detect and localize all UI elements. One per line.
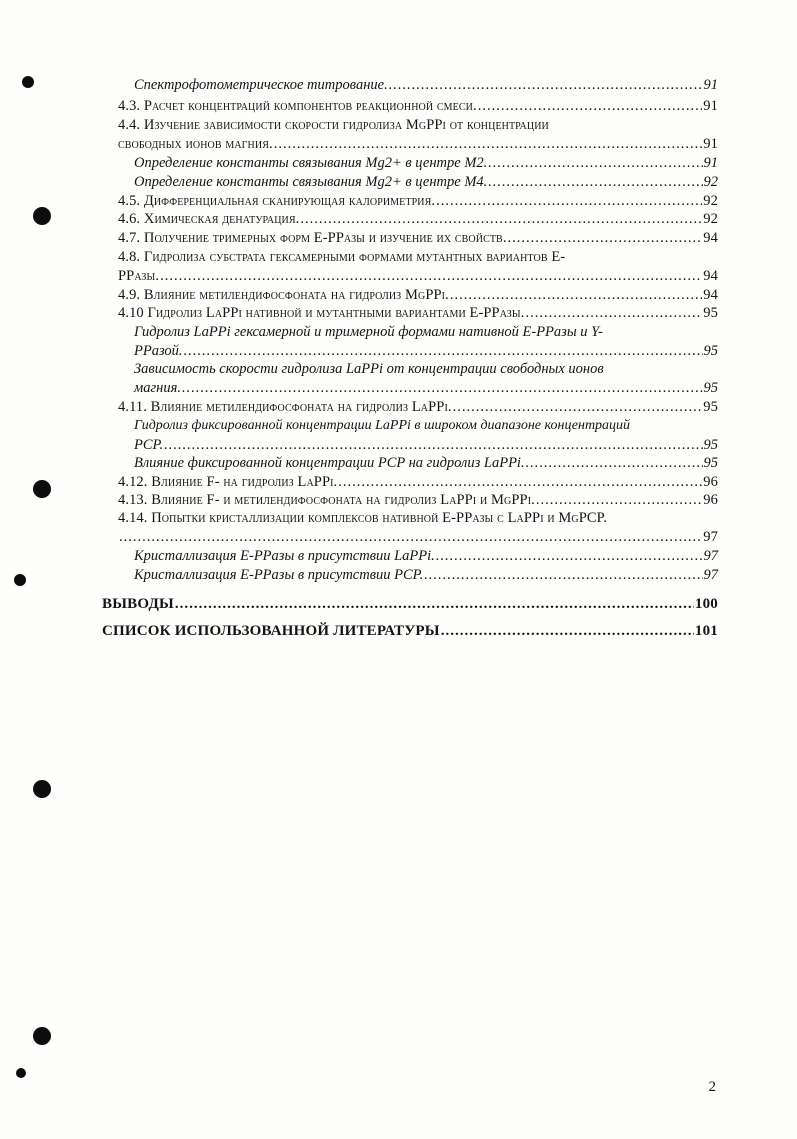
toc-entry (134, 173, 718, 191)
toc-entry (134, 566, 718, 584)
toc-entry-title: Определение константы связывания Mg2+ в центре M4. (134, 174, 488, 190)
toc-entry-title: 4.3. Расчет концентраций компонентов реакционной смеси. (118, 98, 477, 114)
toc-entry-page: 94 (703, 287, 718, 303)
toc-entry (118, 97, 718, 115)
toc-entry (118, 473, 718, 491)
toc-entry-page: 97 (703, 567, 718, 583)
toc-entry-title: 4.5. Дифференциальная сканирующая калориметрия. (118, 193, 436, 209)
toc-entry-page: 94 (703, 230, 718, 246)
toc-entry-title: Кристаллизация E-PPазы в присутствии PCP. (134, 567, 424, 583)
toc-entry-page: 97 (703, 529, 718, 545)
toc-entry-line: Зависимость скорости гидролиза LaPPi от концентрации свободных ионов (134, 361, 604, 377)
toc-entry-page: 91 (703, 77, 718, 93)
toc-entry-page: 101 (694, 623, 718, 639)
toc-entry-line: Гидролиз LaPPi гексамерной и тримерной формами нативной E-PPазы и Y- (134, 324, 603, 340)
toc-entry-title: 4.10 Гидролиз LaPPi нативной и мутантными вариантами E-PPазы. (118, 305, 525, 321)
toc-entry-page: 91 (703, 136, 718, 152)
toc-entry (118, 229, 718, 247)
toc-entry-page: 95 (703, 437, 718, 453)
toc-entry-page: 94 (703, 268, 718, 284)
toc-entry (118, 398, 718, 416)
toc-entry-title: Определение константы связывания Mg2+ в центре M2. (134, 155, 488, 171)
toc-entry (134, 454, 718, 472)
toc-entry (102, 595, 718, 613)
toc-entry-title: Кристаллизация E-PPазы в присутствии LaPPi. (134, 548, 435, 564)
toc-entry-title: магния. (134, 380, 181, 396)
toc-entry-page: 95 (703, 305, 718, 321)
toc-entry (118, 528, 718, 546)
toc-entry-title: 4.6. Химическая денатурация. (118, 211, 300, 227)
toc-entry-page: 91 (703, 98, 718, 114)
toc-entry-page: 100 (694, 596, 718, 612)
toc-entry-title: 4.13. Влияние F- и метилендифосфоната на гидролиз LaPPi и MgPPi. (118, 492, 535, 508)
toc-entry-title: свободных ионов магния. (118, 136, 273, 152)
toc-entry-title: PCP. (134, 437, 164, 453)
toc-entry (118, 267, 718, 285)
toc-entry (134, 76, 718, 94)
toc-entry-page: 96 (703, 492, 718, 508)
toc-entry-title: 4.11. Влияние метилендифосфоната на гидролиз LaPPi. (118, 399, 452, 415)
toc-entry-title: PPазы. (118, 268, 160, 284)
toc-entry-page: 92 (703, 211, 718, 227)
toc-entry-title: 4.12. Влияние F- на гидролиз LaPPi. (118, 474, 338, 490)
toc-entry (118, 491, 718, 509)
toc-entry-title: Спектрофотометрическое титрование. (134, 77, 388, 93)
toc-entry-title: СПИСОК ИСПОЛЬЗОВАННОЙ ЛИТЕРАТУРЫ (102, 623, 440, 639)
toc-entry-page: 97 (703, 548, 718, 564)
toc-entry-title: Влияние фиксированной концентрации PCP на гидролиз LaPPi. (134, 455, 525, 471)
toc-entry (102, 622, 718, 640)
toc-entry-page: 95 (703, 399, 718, 415)
toc-entry-title: ВЫВОДЫ (102, 596, 174, 612)
toc-entry (134, 436, 718, 454)
toc-entry (118, 304, 718, 322)
toc-entry-title: PPазой. (134, 343, 183, 359)
toc-entry-title: 4.7. Получение тримерных форм E-PPазы и изучение их свойств. (118, 230, 507, 246)
toc-entry (134, 342, 718, 360)
toc-entry-page: 92 (703, 174, 718, 190)
page-number: 2 (708, 1079, 716, 1095)
toc-entry-page: 91 (703, 155, 718, 171)
toc-entry-line: 4.14. Попытки кристаллизации комплексов нативной E-PPазы с LaPPi и MgPCP. (118, 510, 607, 526)
toc-entry (118, 135, 718, 153)
toc-entry-page: 95 (703, 455, 718, 471)
toc-entry-page: 95 (703, 343, 718, 359)
toc-entry (118, 210, 718, 228)
toc-entry-line: 4.8. Гидролиза субстрата гексамерными формами мутантных вариантов E- (118, 249, 566, 265)
toc-entry (134, 379, 718, 397)
toc-entry (118, 286, 718, 304)
toc-entry-line: Гидролиз фиксированной концентрации LaPPi в широком диапазоне концентраций (134, 418, 631, 433)
toc-entry (134, 547, 718, 565)
toc-entry (134, 154, 718, 172)
toc-entry-page: 96 (703, 474, 718, 490)
toc-entry-page: 92 (703, 193, 718, 209)
toc-entry-line: 4.4. Изучение зависимости скорости гидролиза MgPPi от концентрации (118, 117, 549, 133)
toc-entry (118, 192, 718, 210)
toc-entry-title: 4.9. Влияние метилендифосфоната на гидролиз MgPPi. (118, 287, 449, 303)
toc-entry-page: 95 (703, 380, 718, 396)
